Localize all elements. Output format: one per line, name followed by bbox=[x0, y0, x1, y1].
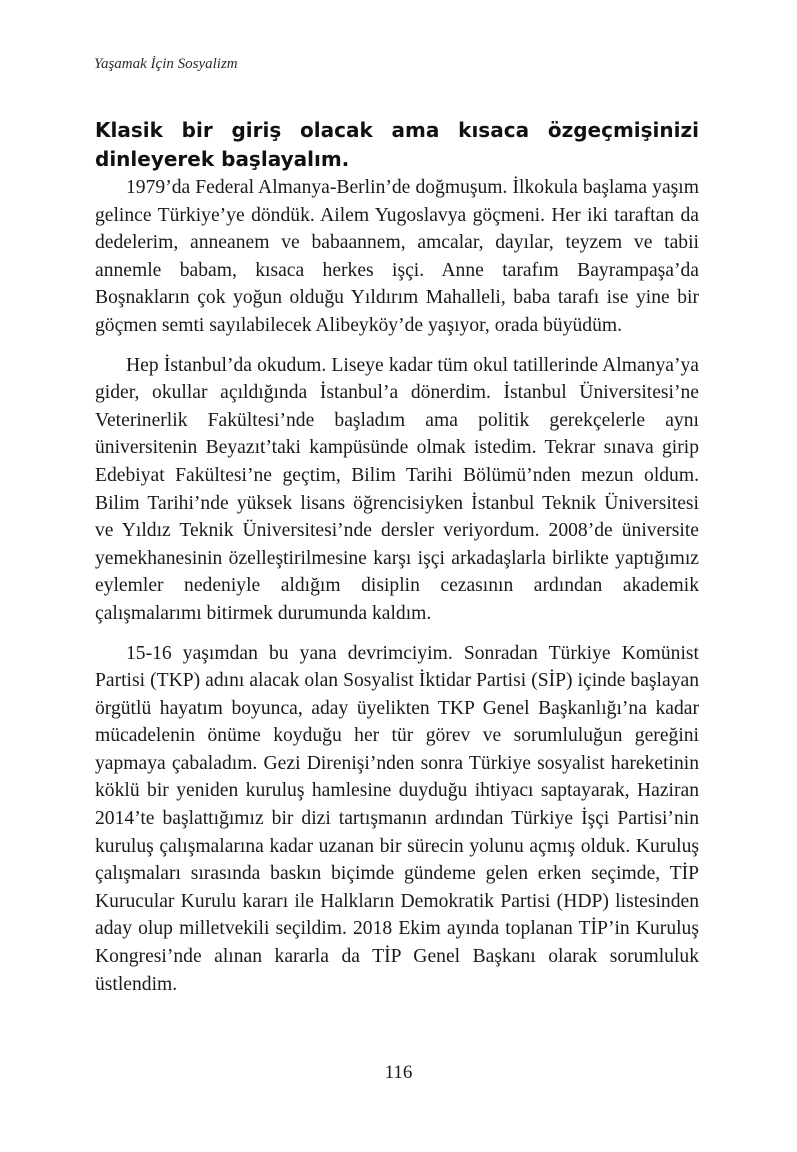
page-number: 116 bbox=[384, 1062, 413, 1083]
answer-paragraph: 1979’da Federal Almanya-Berlin’de doğmuşum. İlkokula başlama yaşım gelince Türkiye’ye döndük. Ailem Yugoslavya göçmeni. Her iki taraftan da dedelerim, anneanem ve babaannem, amcalar, dayılar, teyzem ve tabii annemle babam, kısaca herkes işçi. Anne tarafım Bayrampaşa’da Boşnakların çok yoğun olduğu Yıldırım Mahalleli, baba tarafı ise yine bir göçmen semti sayılabilecek Alibeyköy’de yaşıyor, orada büyüdüm. bbox=[95, 177, 699, 336]
interview-question: Klasik bir giriş olacak ama kısaca özgeçmişinizi dinleyerek başlayalım. bbox=[95, 118, 699, 171]
answer-paragraph: Hep İstanbul’da okudum. Liseye kadar tüm okul tatillerinde Almanya’ya gider, okullar açıldığında İstanbul’a dönerdim. İstanbul Üniversitesi’ne Veterinerlik Fakültesi’nde başladım ama politik gerekçelerle aynı üniversitenin Beyazıt’taki kampüsünde olmak istedim. Tekrar sınava girip Edebiyat Fakültesi’ne geçtim, Bilim Tarihi Bölümü’nden mezun oldum. Bilim Tarihi’nde yüksek lisans öğrencisiyken İstanbul Teknik Üniversitesi ve Yıldız Teknik Üniversitesi’nde dersler veriyordum. 2008’de üniversite yemekhanesinin özelleştirilmesine karşı işçi arkadaşlarla birlikte yaptığımız eylemler nedeniyle aldığım disiplin cezasının ardından akademik çalışmalarımı bitirmek durumunda kaldım. bbox=[95, 354, 699, 624]
running-head: Yaşamak İçin Sosyalizm bbox=[94, 56, 238, 72]
interview-answer bbox=[95, 174, 699, 1010]
answer-paragraph: 15-16 yaşımdan bu yana devrimciyim. Sonradan Türkiye Komünist Partisi (TKP) adını alacak olan Sosyalist İktidar Partisi (SİP) içinde başlayan örgütlü hayatım boyunca, aday üyelikten TKP Genel Başkanlığı’na kadar mücadelenin önüme koyduğu her tür görev ve sorumluluğun gereğini yapmaya çabaladım. Gezi Direnişi’nden sonra Türkiye sosyalist hareketinin köklü bir yeniden kuruluş hamlesine duyduğu ihtiyacı saptayarak, Haziran 2014’te başlattığımız bir dizi tartışmanın ardından Türkiye İşçi Partisi’nin kuruluş çalışmalarına kadar uzanan bir sürecin yolunu açmış olduk. Kuruluş çalışmaları sırasında baskın biçimde gündeme gelen erken seçimde, TİP Kurucular Kurulu kararı ile Halkların Demokratik Partisi (HDP) listesinden aday olup milletvekili seçildim. 2018 Ekim ayında toplanan TİP’in Kuruluş Kongresi’nde alınan kararla da TİP Genel Başkanı olarak sorumluluk üstlendim. bbox=[95, 642, 699, 995]
